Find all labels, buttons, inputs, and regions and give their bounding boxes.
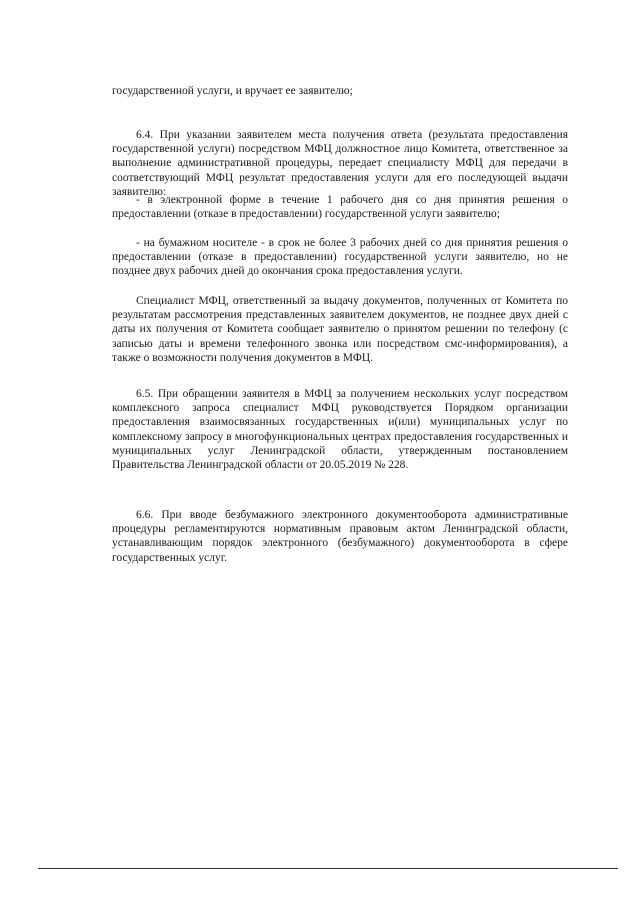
paragraph-6-5: 6.5. При обращении заявителя в МФЦ за получением нескольких услуг посредством комплексного запроса специалист МФЦ руководствуется Порядком организации предоставления взаимосвязанных государственных и(или) муниципальных услуг по комплексному запросу в многофункциональных центрах предоставления государственных и муниципальных услуг Ленинградской области, утвержденным постановлением Правительства Ленинградской области от 20.05.2019 № 228. xyxy=(112,388,568,472)
paragraph-6-6: 6.6. При вводе безбумажного электронного документооборота административные процедуры регламентируются нормативным правовым актом Ленинградской области, устанавливающим порядок электронного (безбумажного) документооборота в сфере государственных услуг. xyxy=(112,509,568,564)
footer-divider xyxy=(38,868,618,869)
paragraph-mfc-specialist: Специалист МФЦ, ответственный за выдачу документов, полученных от Комитета по результатам рассмотрения представленных заявителем документов, не позднее двух дней с даты их получения от Комитета сообщает заявителю о принятом решении по телефону (с записью даты и времени телефонного звонка или посредством смс-информирования), а также о возможности получения документов в МФЦ. xyxy=(112,295,568,364)
paragraph-continuation: государственной услуги, и вручает ее заявителю; xyxy=(112,85,353,97)
paragraph-electronic-form: - в электронной форме в течение 1 рабочего дня со дня принятия решения о предоставлении (отказе в предоставлении) государственной услуги заявителю; xyxy=(112,194,568,221)
paragraph-6-4: 6.4. При указании заявителем места получения ответа (результата предоставления государственной услуги) посредством МФЦ должностное лицо Комитета, ответственное за выполнение административной процедуры, передает специалисту МФЦ для передачи в соответствующий МФЦ результат предоставления услуги для его последующей выдачи заявителю: xyxy=(112,129,568,198)
paragraph-paper-form: - на бумажном носителе - в срок не более 3 рабочих дней со дня принятия решения о предоставлении (отказе в предоставлении) государственной услуги заявителю, но не позднее двух рабочих дней до окончания срока предоставления услуги. xyxy=(112,237,568,278)
